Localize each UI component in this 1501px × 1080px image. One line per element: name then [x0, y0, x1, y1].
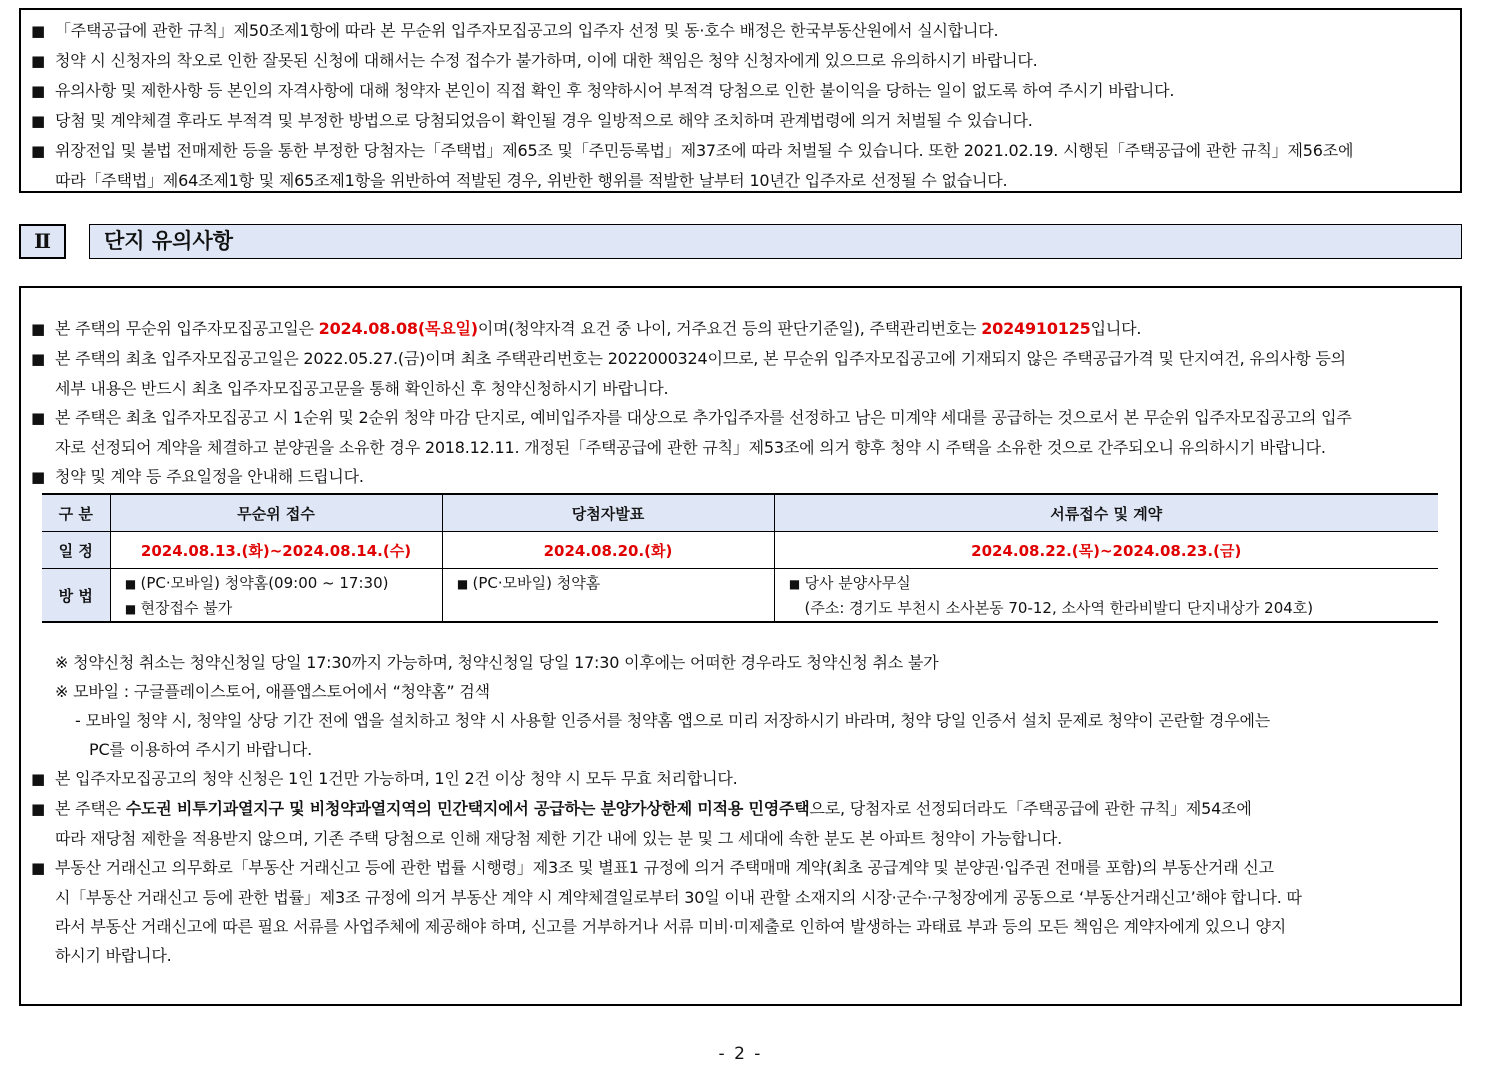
bullet-icon: ■: [31, 142, 45, 160]
notice-text: 본 주택은: [55, 799, 126, 818]
announcement-method-cell: [442, 569, 774, 623]
method-item: [121, 596, 432, 621]
table-row-schedule: [42, 532, 1438, 569]
section-title: 단지 유의사항: [89, 224, 1462, 259]
bullet-icon: ■: [31, 112, 45, 130]
note-subline: PC를 이용하여 주시기 바랍니다.: [89, 740, 313, 759]
note-line: ※ 모바일 : 구글플레이스토어, 애플앱스토어에서 “청약홈” 검색: [55, 682, 490, 701]
notice-line: [31, 764, 1452, 794]
notice-text: 본 주택은 최초 입주자모집공고 시 1순위 및 2순위 청약 마감 단지로, 예비입주자를 대상으로 추가입주자를 선정하고 남은 미계약 세대를 공급하는 것으로서 본 무순위 입주자모집공고의 입주: [55, 408, 1352, 427]
notice-line: [31, 106, 1452, 136]
bullet-icon: ■: [31, 859, 45, 877]
bullet-icon: ■: [31, 82, 45, 100]
notice-continuation: 라서 부동산 거래신고에 따른 필요 서류를 사업주체에 제공해야 하며, 신고를 거부하거나 서류 미비·미제출로 인하여 발생하는 과태료 부과 등의 모든 책임은 계약자에게 있으니 양지: [55, 917, 1286, 936]
application-method-cell: [110, 569, 442, 623]
notice-text: 본 입주자모집공고의 청약 신청은 1인 1건만 가능하며, 1인 2건 이상 청약 시 모두 무효 처리합니다.: [55, 769, 738, 788]
notice-line: [31, 76, 1452, 106]
notice-text: 이며(청약자격 요건 중 나이, 거주요건 등의 판단기준일), 주택관리번호는: [477, 319, 982, 338]
housing-type-bold: 수도권 비투기과열지구 및 비청약과열지역의 민간택지에서 공급하는 분양가상한제 미적용 민영주택: [125, 799, 810, 818]
notice-line: [31, 136, 1452, 166]
table-row-method: [42, 569, 1438, 623]
notice-text: 위장전입 및 불법 전매제한 등을 통한 부정한 당첨자는「주택법」제65조 및「주민등록법」제37조에 따라 처벌될 수 있습니다. 또한 2021.02.19. 시행된「주택공급에 관한 규칙」제56조에: [55, 141, 1354, 160]
bullet-icon: ■: [124, 602, 137, 616]
notice-continuation: 따라「주택법」제64조제1항 및 제65조제1항을 위반하여 적발된 경우, 위반한 행위를 적발한 날부터 10년간 입주자로 선정될 수 없습니다.: [55, 171, 1008, 190]
unranked-application-date: 2024.08.13.(화)~2024.08.14.(수): [110, 532, 442, 569]
table-header: 당첨자발표: [442, 494, 774, 532]
section-number: Ⅱ: [19, 224, 66, 259]
method-item: [453, 571, 764, 596]
announcement-date: 2024.08.08(목요일): [318, 319, 478, 338]
note-line: ※ 청약신청 취소는 청약신청일 당일 17:30까지 가능하며, 청약신청일 당일 17:30 이후에는 어떠한 경우라도 청약신청 취소 불가: [55, 653, 939, 672]
notice-line: [31, 46, 1452, 76]
bullet-icon: ■: [31, 22, 45, 40]
bullet-icon: ■: [31, 800, 45, 818]
winner-announcement-date: 2024.08.20.(화): [442, 532, 774, 569]
notice-text: 부동산 거래신고 의무화로「부동산 거래신고 등에 관한 법률 시행령」제3조 및 별표1 규정에 의거 주택매매 계약(최초 공급계약 및 분양권·입주권 전매를 포함)의 부동산거래 신고: [55, 858, 1274, 877]
contract-date: 2024.08.22.(목)~2024.08.23.(금): [774, 532, 1438, 569]
method-text: 당사 분양사무실: [804, 574, 911, 592]
method-text: (PC·모바일) 청약홈(09:00 ~ 17:30): [140, 574, 389, 592]
row-label: 일 정: [42, 532, 110, 569]
method-item: [785, 571, 1429, 596]
schedule-table: [42, 493, 1438, 623]
notice-text: 본 주택의 최초 입주자모집공고일은 2022.05.27.(금)이며 최초 주택관리번호는 2022000324이므로, 본 무순위 입주자모집공고에 기재되지 않은 주택공급가격 및 단지여건, 유의사항 등의: [55, 349, 1346, 368]
notice-text: 본 주택의 무순위 입주자모집공고일은: [55, 319, 319, 338]
table-header-row: [42, 494, 1438, 532]
method-text: (PC·모바일) 청약홈: [472, 574, 601, 592]
notice-line: [31, 314, 1452, 344]
notice-continuation: 시「부동산 거래신고 등에 관한 법률」제3조 규정에 의거 부동산 계약 시 계약체결일로부터 30일 이내 관할 소재지의 시장·군수·구청장에게 공동으로 ‘부동산거래신고’해야 합니다. 따: [55, 888, 1302, 907]
notice-line: [31, 16, 1452, 46]
table-header: 무순위 접수: [110, 494, 442, 532]
notice-continuation: 세부 내용은 반드시 최초 입주자모집공고문을 통해 확인하신 후 청약신청하시기 바랍니다.: [55, 379, 669, 398]
bullet-icon: ■: [31, 52, 45, 70]
notice-continuation: 자로 선정되어 계약을 체결하고 분양권을 소유한 경우 2018.12.11. 개정된「주택공급에 관한 규칙」제53조에 의거 향후 청약 시 주택을 소유한 것으로 간주되오니 유의하시기 바랍니다.: [55, 438, 1326, 457]
bullet-icon: ■: [788, 577, 801, 591]
method-item: [121, 571, 432, 596]
bullet-icon: ■: [31, 350, 45, 368]
table-header: 서류접수 및 계약: [774, 494, 1438, 532]
notice-text: 으로, 당첨자로 선정되더라도「주택공급에 관한 규칙」제54조에: [809, 799, 1252, 818]
notice-line: [31, 403, 1452, 433]
notice-text: 청약 및 계약 등 주요일정을 안내해 드립니다.: [55, 467, 364, 486]
method-text: 현장접수 불가: [140, 599, 233, 617]
notice-text: 「주택공급에 관한 규칙」제50조제1항에 따라 본 무순위 입주자모집공고의 입주자 선정 및 동·호수 배정은 한국부동산원에서 실시합니다.: [55, 21, 999, 40]
table-header: 구 분: [42, 494, 110, 532]
bullet-icon: ■: [456, 577, 469, 591]
bullet-icon: ■: [31, 468, 45, 486]
bullet-icon: ■: [31, 409, 45, 427]
notice-continuation: 하시기 바랍니다.: [55, 946, 172, 965]
contract-method-cell: [774, 569, 1438, 623]
bullet-icon: ■: [31, 770, 45, 788]
bullet-icon: ■: [124, 577, 137, 591]
notice-line: [31, 462, 1452, 492]
row-label: 방 법: [42, 569, 110, 623]
notice-text: 당첨 및 계약체결 후라도 부적격 및 부정한 방법으로 당첨되었음이 확인될 경우 일방적으로 해약 조치하며 관계법령에 의거 처벌될 수 있습니다.: [55, 111, 1033, 130]
notice-continuation: 따라 재당첨 제한을 적용받지 않으며, 기존 주택 당첨으로 인해 재당첨 제한 기간 내에 있는 분 및 그 세대에 속한 분도 본 아파트 청약이 가능합니다.: [55, 829, 1062, 848]
address-text: (주소: 경기도 부천시 소사본동 70-12, 소사역 한라비발디 단지내상가 204호): [804, 599, 1314, 617]
complex-notice-box: [19, 286, 1462, 1006]
notice-text: 유의사항 및 제한사항 등 본인의 자격사항에 대해 청약자 본인이 직접 확인 후 청약하시어 부적격 당첨으로 인한 불이익을 당하는 일이 없도록 하여 주시기 바랍니다.: [55, 81, 1175, 100]
notice-line: [31, 794, 1452, 824]
bullet-icon: ■: [31, 320, 45, 338]
page-number: - 2 -: [718, 1044, 763, 1064]
housing-management-number: 2024910125: [981, 319, 1091, 338]
notice-line: [31, 344, 1452, 374]
notice-text: 청약 시 신청자의 착오로 인한 잘못된 신청에 대해서는 수정 접수가 불가하며, 이에 대한 책임은 청약 신청자에게 있으므로 유의하시기 바랍니다.: [55, 51, 1038, 70]
notice-line: [31, 853, 1452, 883]
note-subline: - 모바일 청약 시, 청약일 상당 기간 전에 앱을 설치하고 청약 시 사용할 인증서를 청약홈 앱으로 미리 저장하시기 바라며, 청약 당일 인증서 설치 문제로 청약이 곤란할 경우에는: [75, 711, 1271, 730]
notice-text: 입니다.: [1090, 319, 1142, 338]
top-notice-box: [19, 8, 1462, 193]
